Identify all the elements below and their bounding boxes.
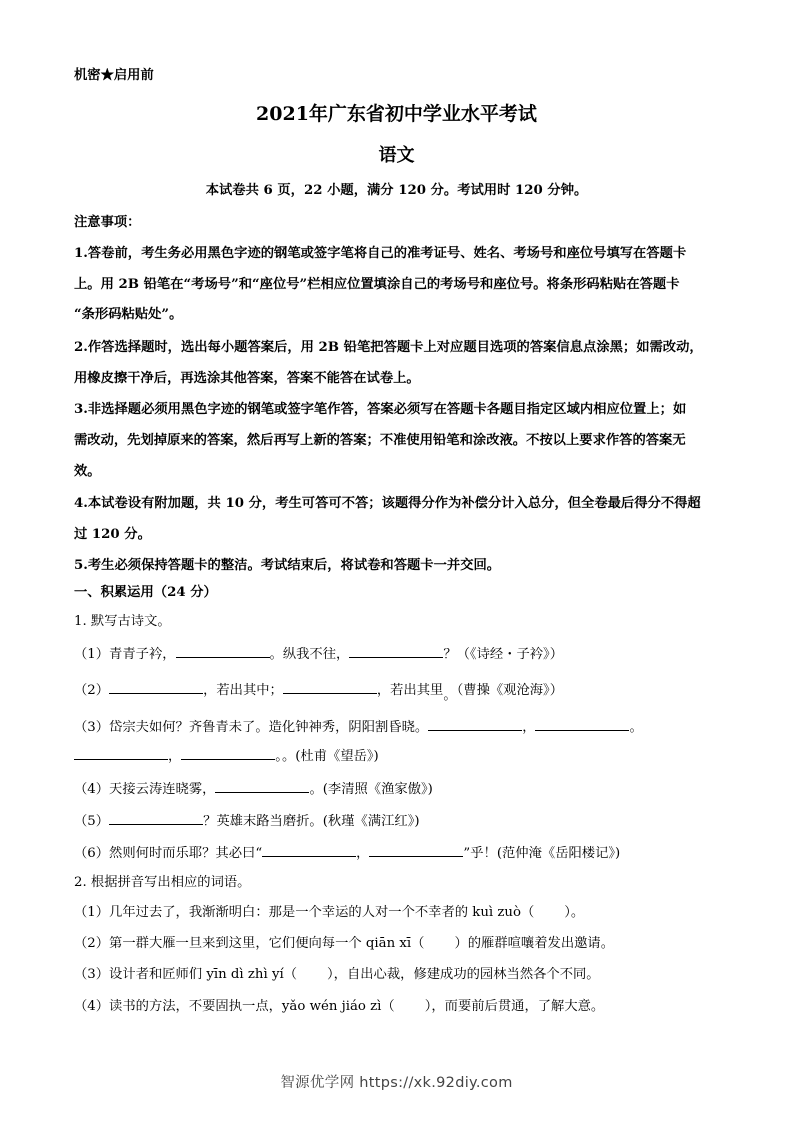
note-4-line-2: 过 120 分。 [74,527,151,542]
answer-blank[interactable] [109,679,203,694]
q2-part-1-text: ）。 [564,905,585,920]
question-2-stem: 2. 根据拼音写出相应的词语。 [74,875,251,890]
notes-heading: 注意事项： [74,215,141,230]
confidential-label: 机密★启用前 [74,68,154,83]
q1-part-3-source: 。。(杜甫《望岳》) [275,749,379,764]
q1-part-1 [74,643,719,665]
note-3-line-3: 效。 [74,464,101,479]
q2-part-2-text: ）的雁群喧嚷着发出邀请。 [454,936,615,951]
q1-part-2-source: （曹操《观沧海》） [456,683,563,698]
section-1-heading: 一、积累运用（24 分） [74,585,217,600]
answer-blank[interactable] [181,745,275,760]
answer-blank[interactable] [428,716,522,731]
note-3-line-2: 需改动，先划掉原来的答案，然后再写上新的答案；不准使用铅笔和涂改液。不按以上要求作答的答案无 [74,433,686,448]
q1-part-2-text: （2） [74,683,110,698]
q1-part-3-text: （3）岱宗夫如何？齐鲁青未了。造化钟神秀，阴阳割昏晓。 [74,720,429,735]
q2-part-3 [74,965,719,985]
q1-part-2-text: ，若出其里 [376,683,444,698]
q1-part-3-text: ， [168,749,182,764]
q1-part-4 [74,778,719,800]
answer-blank[interactable] [535,716,629,731]
note-1-line-3: “条形码粘贴处”。 [74,307,183,322]
q1-part-2 [74,679,719,701]
q1-part-5-text: （5） [74,814,110,829]
answer-blank[interactable] [74,745,168,760]
q2-part-4-text: ），而要前后贯通，了解大意。 [424,999,605,1014]
q1-part-3-line-1 [74,716,719,738]
q1-part-4-text: （4）天接云涛连晓雾， [74,782,216,797]
q2-part-1-text: （1）几年过去了，我渐渐明白：那是一个幸运的人对一个不幸者的 kuì zuò（ [74,905,535,920]
note-5: 5.考生必须保持答题卡的整洁。考试结束后，将试卷和答题卡一并交回。 [74,558,501,573]
answer-blank[interactable] [176,643,270,658]
q2-part-2 [74,934,719,954]
q1-part-6-text: ， [356,846,370,861]
q1-part-1-text: 。纵我不往， [269,647,350,662]
q1-part-2-period: 。 [443,688,457,703]
note-2-line-2: 用橡皮擦干净后，再选涂其他答案，答案不能答在试卷上。 [74,371,420,386]
answer-blank[interactable] [349,643,443,658]
note-1-line-1: 1.答卷前，考生务必用黑色字迹的钢笔或签字笔将自己的准考证号、姓名、考场号和座位号填写在答题卡 [74,246,687,261]
q2-part-3-text: （3）设计者和匠师们 yīn dì zhì yí（ [74,967,298,982]
answer-blank[interactable] [369,842,463,857]
exam-title: 2021年广东省初中学业水平考试 [256,103,537,125]
note-1-line-2: 上。用 2B 铅笔在“考场号”和“座位号”栏相应位置填涂自己的考场号和座位号。将条形码粘贴在答题卡 [74,277,680,292]
q1-part-1-source: ？（《诗经・子衿》） [443,647,563,662]
q2-part-4 [74,997,719,1017]
q1-part-4-source: 。(李清照《渔家傲》) [309,782,433,797]
q1-part-3-text: 。 [629,720,643,735]
q2-part-2-text: （2）第一群大雁一旦来到这里，它们便向每一个 qiān xī（ [74,936,425,951]
footer-watermark: 智源优学网 https://xk.92diy.com [280,1075,513,1091]
note-4-line-1: 4.本试卷设有附加题，共 10 分，考生可答可不答；该题得分作为补偿分计入总分，但全卷最后得分不得超 [74,496,701,511]
q2-part-1 [74,903,719,923]
note-2-line-1: 2.作答选择题时，选出每小题答案后，用 2B 铅笔把答题卡上对应题目选项的答案信息点涂黑；如需改动， [74,340,703,355]
answer-blank[interactable] [262,842,356,857]
q1-part-3-text: ， [522,720,536,735]
q1-part-5 [74,810,719,832]
q2-part-4-text: （4）读书的方法，不要固执一点，yǎo wén jiáo zì（ [74,999,395,1014]
answer-blank[interactable] [283,679,377,694]
q1-part-6 [74,842,719,864]
q1-part-6-source: ”乎！(范仲淹《岳阳楼记》) [463,846,621,861]
subject-title: 语文 [378,145,415,166]
question-1-stem: 1. 默写古诗文。 [74,614,171,629]
q1-part-5-source: ？英雄末路当磨折。(秋瑾《满江红》) [203,814,420,829]
q1-part-1-text: （1）青青子衿， [74,647,176,662]
q1-part-2-text: ，若出其中； [203,683,283,698]
q2-part-3-text: ），自出心裁，修建成功的园林当然各个不同。 [327,967,600,982]
note-3-line-1: 3.非选择题必须用黑色字迹的钢笔或签字笔作答，答案必须写在答题卡各题目指定区域内相应位置上；如 [74,402,687,417]
answer-blank[interactable] [215,778,309,793]
q1-part-3-line-2 [74,745,719,767]
answer-blank[interactable] [109,810,203,825]
exam-info: 本试卷共 6 页，22 小题，满分 120 分。考试用时 120 分钟。 [205,183,588,198]
q1-part-6-text: （6）然则何时而乐耶？其必曰“ [74,846,263,861]
